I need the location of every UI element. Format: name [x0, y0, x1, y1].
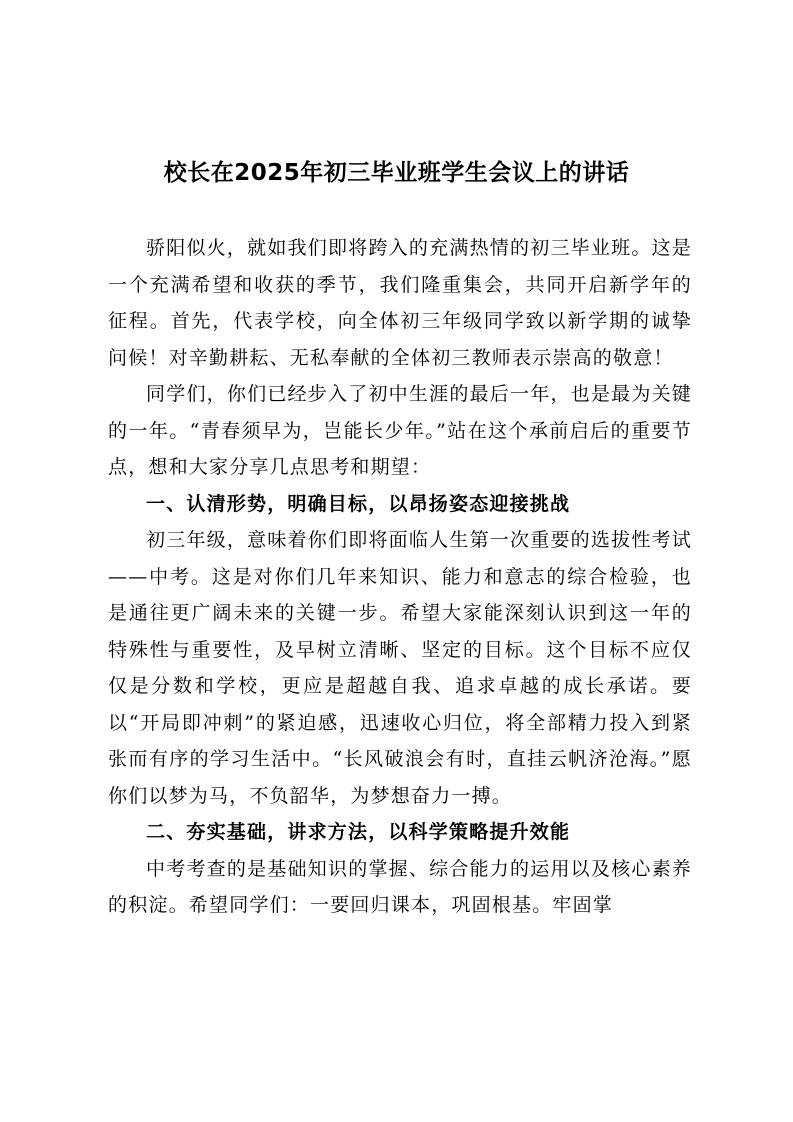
document-body	[108, 230, 692, 924]
document-title: 校长在2025年初三毕业班学生会议上的讲话	[163, 160, 630, 186]
paragraph-intro: 骄阳似火，就如我们即将跨入的充满热情的初三毕业班。这是一个充满希望和收获的季节，我们隆重集会，共同开启新学年的征程。首先，代表学校，向全体初三年级同学致以新学期的诚挚问候！对辛勤耕耘、无私奉献的全体初三教师表示崇高的敬意！	[108, 237, 692, 369]
paragraph-section-2: 中考考查的是基础知识的掌握、综合能力的运用以及核心素养的积淀。希望同学们：一要回归课本，巩固根基。牢固掌	[108, 857, 692, 916]
paragraph-students: 同学们，你们已经步入了初中生涯的最后一年，也是最为关键的一年。“青春须早为，岂能长少年。”站在这个承前启后的重要节点，想和大家分享几点思考和期望：	[108, 383, 692, 478]
section-heading-2: 二、夯实基础，讲求方法，以科学策略提升效能	[146, 821, 571, 843]
section-heading-1: 一、认清形势，明确目标，以昂扬姿态迎接挑战	[146, 492, 571, 515]
paragraph-section-1: 初三年级，意味着你们即将面临人生第一次重要的选拔性考试——中考。这是对你们几年来知识、能力和意志的综合检验，也是通往更广阔未来的关键一步。希望大家能深刻认识到这一年的特殊性与重要性，及早树立清晰、坚定的目标。这个目标不应仅仅是分数和学校，更应是超越自我、追求卓越的成长承诺。要以“开局即冲刺”的紧迫感，迅速收心归位，将全部精力投入到紧张而有序的学习生活中。“长风破浪会有时，直挂云帆济沧海。”愿你们以梦为马，不负韶华，为梦想奋力一搏。	[108, 529, 692, 807]
